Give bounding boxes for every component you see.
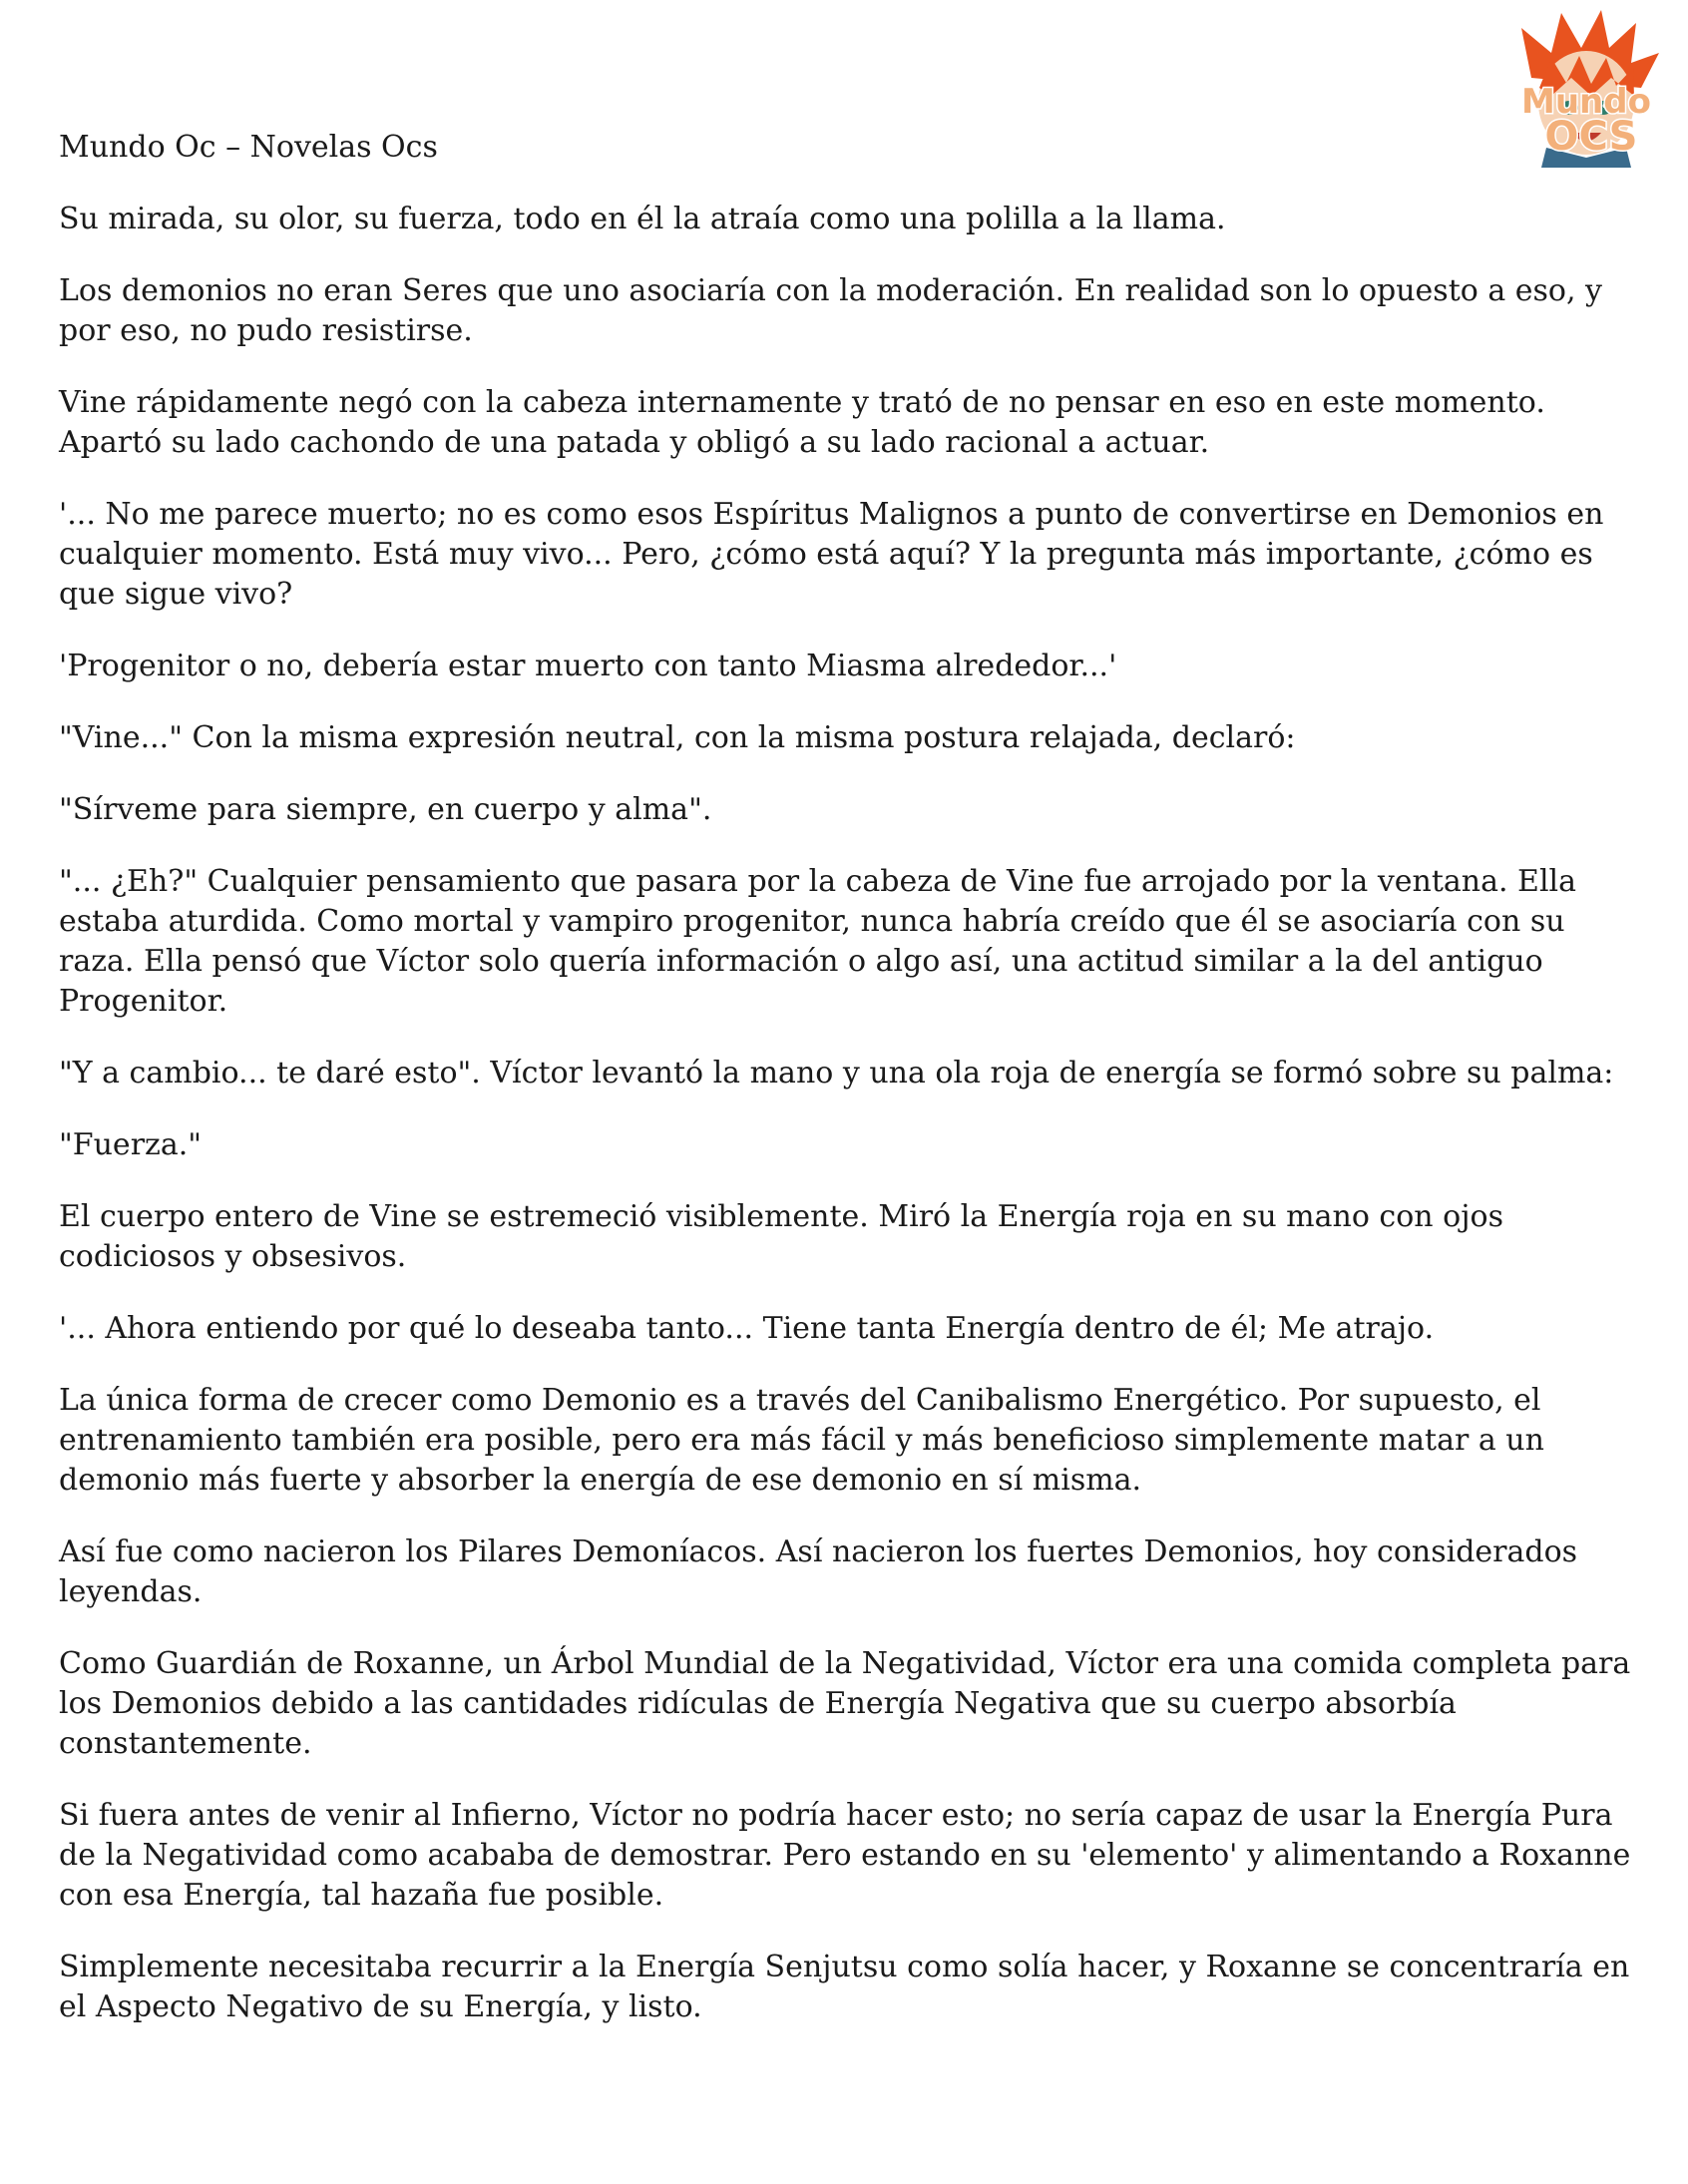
paragraph: "Y a cambio... te daré esto". Víctor levantó la mano y una ola roja de energía se formó sobre su palma: <box>59 1056 1614 1091</box>
paragraph: '... No me parece muerto; no es como esos Espíritus Malignos a punto de convertirse en Demonios en cualquier momento. Está muy vivo... Pero, ¿cómo está aquí? Y la pregunta más importante, ¿cómo es que sigue vivo? <box>59 497 1604 612</box>
paragraph: Si fuera antes de venir al Infierno, Víctor no podría hacer esto; no sería capaz de usar la Energía Pura de la Negatividad como acababa de demostrar. Pero estando en su 'elemento' y alimentando a Roxanne con esa Energía, tal hazaña fue posible. <box>59 1798 1631 1913</box>
paragraph: "Sírveme para siempre, en cuerpo y alma". <box>59 792 712 827</box>
logo-text-bottom: OCS <box>1544 114 1638 160</box>
paragraph: Los demonios no eran Seres que uno asociaría con la moderación. En realidad son lo opuesto a eso, y por eso, no pudo resistirse. <box>59 273 1603 348</box>
paragraph: "Fuerza." <box>59 1127 203 1162</box>
paragraph: Como Guardián de Roxanne, un Árbol Mundial de la Negatividad, Víctor era una comida completa para los Demonios debido a las cantidades ridículas de Energía Negativa que su cuerpo absorbía constantemente. <box>59 1646 1631 1761</box>
paragraph: "... ¿Eh?" Cualquier pensamiento que pasara por la cabeza de Vine fue arrojado por la ventana. Ella estaba aturdida. Como mortal y vampiro progenitor, nunca habría creído que él se asociaría con su raza. Ella pensó que Víctor solo quería información o algo así, una actitud similar a la del antiguo Progenitor. <box>59 864 1577 1019</box>
paragraph: Vine rápidamente negó con la cabeza internamente y trató de no pensar en eso en este momento. Apartó su lado cachondo de una patada y obligó a su lado racional a actuar. <box>59 385 1545 460</box>
paragraph: Su mirada, su olor, su fuerza, todo en él la atraía como una polilla a la llama. <box>59 202 1226 236</box>
paragraph: Simplemente necesitaba recurrir a la Energía Senjutsu como solía hacer, y Roxanne se concentraría en el Aspecto Negativo de su Energía, y listo. <box>59 1950 1630 2024</box>
document-header: Mundo Oc – Novelas Ocs <box>59 130 438 165</box>
paragraph: La única forma de crecer como Demonio es a través del Canibalismo Energético. Por supuesto, el entrenamiento también era posible, pero era más fácil y más beneficioso simplemente matar a un demonio más fuerte y absorber la energía de ese demonio en sí misma. <box>59 1383 1544 1498</box>
paragraph: "Vine..." Con la misma expresión neutral, con la misma postura relajada, declaró: <box>59 720 1296 755</box>
document-body <box>59 128 1635 2059</box>
paragraph: Así fue como nacieron los Pilares Demoníacos. Así nacieron los fuertes Demonios, hoy considerados leyendas. <box>59 1534 1578 1609</box>
paragraph: El cuerpo entero de Vine se estremeció visiblemente. Miró la Energía roja en su mano con ojos codiciosos y obsesivos. <box>59 1199 1503 1274</box>
logo-text-top: Mundo <box>1521 82 1651 122</box>
paragraph: '... Ahora entiendo por qué lo deseaba tanto... Tiene tanta Energía dentro de él; Me atrajo. <box>59 1311 1435 1346</box>
paragraph: 'Progenitor o no, debería estar muerto con tanto Miasma alrededor...' <box>59 649 1117 683</box>
